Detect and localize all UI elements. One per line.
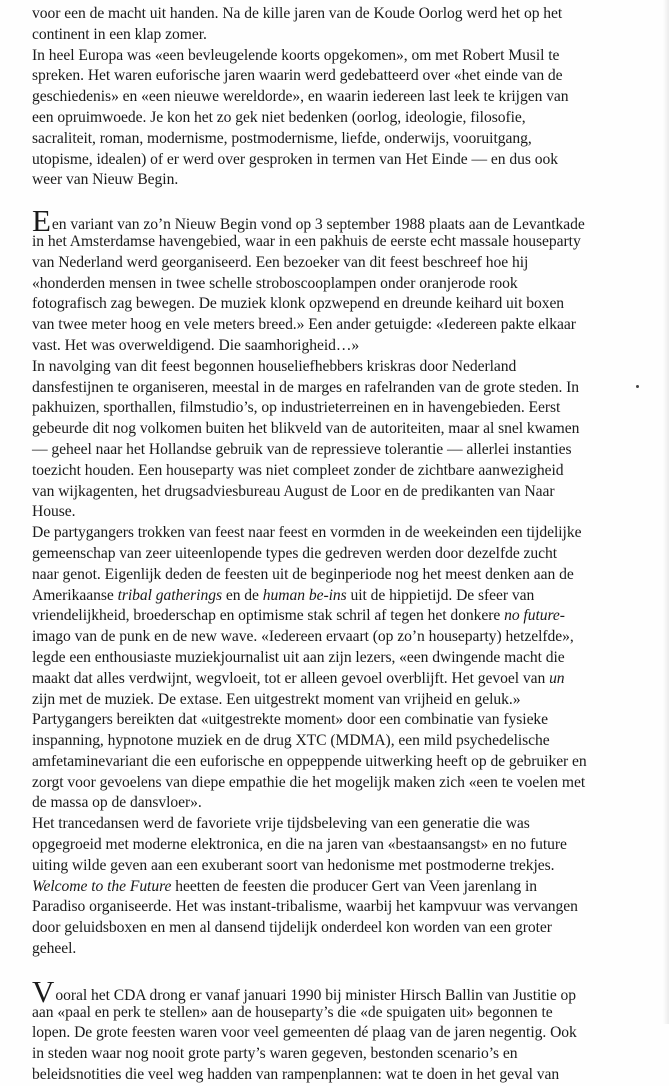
text-span: en variant van zo’n Nieuw Begin vond op 3 september 1988 plaats aan de Levantkade	[51, 216, 585, 234]
text-line: imago van de punk en de new wave. «Iedereen ervaart (op zo’n houseparty) hetzelfde»,	[32, 628, 574, 646]
text-line: in steden waar nog nooit grote party’s waren gegeven, bestonden scenario’s en	[32, 1045, 518, 1063]
text-line: een opruimwoede. Je kon het zo gek niet bedenken (oorlog, ideologie, filosofie,	[32, 108, 526, 126]
text-line: lopen. De grote feesten waren voor veel gemeenten dé plaag van de jaren negentig. Ook	[32, 1024, 577, 1042]
text-line: van Nederland werd georganiseerd. Een bezoeker van dit feest beschreef hoe hij	[32, 253, 529, 271]
text-line: In heel Europa was «een bevleugelende koorts opgekomen», om met Robert Musil te	[32, 46, 560, 64]
text-line: zijn met de muziek. De extase. Een uitgestrekt moment van vrijheid en geluk.»	[32, 690, 521, 708]
drop-cap: V	[32, 973, 55, 1009]
text-span: ooral het CDA drong er vanaf januari 1990 bij minister Hirsch Ballin van Justitie op	[55, 986, 577, 1004]
text-line: gebeurde dit nog volkomen buiten het blikveld van de autoriteiten, maar al snel kwamen	[32, 420, 580, 438]
text-line	[32, 973, 662, 1009]
text-line: toezicht houden. Een houseparty was niet compleet zonder de zichtbare aanwezigheid	[32, 461, 564, 479]
text-line: aan «paal en perk te stellen» aan de houseparty’s die «de spuigaten uit» begonnen te	[32, 1003, 553, 1021]
text-line: beleidsnotities die veel weg hadden van rampenplannen: wat te doen in het geval van	[32, 1066, 560, 1084]
text-line	[32, 203, 662, 239]
text-span: en de	[221, 586, 263, 604]
text-line	[32, 669, 662, 690]
text-line: voor een de macht uit handen. Na de kille jaren van de Koude Oorlog werd het op het	[32, 5, 563, 22]
text-line: House.	[32, 503, 76, 521]
text-line: «honderden mensen in twee schelle stroboscooplampen onder oranjerode rook	[32, 274, 518, 292]
section-spacer	[32, 191, 662, 211]
section-spacer	[32, 960, 662, 982]
italic-term: human be-ins	[262, 586, 347, 604]
text-line: door geluidsboxen en men al dansend tijdelijk onderdeel kon worden van een groter	[32, 919, 552, 937]
text-line: inspanning, hypnotone muziek en de drug XTC (MDMA), een mild psychedelische	[32, 732, 550, 750]
text-span: uit de hippietijd. De sfeer van	[346, 586, 535, 604]
text-line: In navolging van dit feest begonnen houseliefhebbers kriskras door Nederland	[32, 357, 517, 375]
text-span: heetten de feesten die producer Gert van Veen jarenlang in	[171, 877, 538, 895]
text-line: vast. Het was overweldigend. Die saamhorigheid…»	[32, 336, 360, 354]
text-line: spreken. Het waren euforische jaren waarin werd gedebatteerd over «het einde van de	[32, 67, 563, 85]
text-line: — geheel naar het Hollandse gebruik van de repressieve tolerantie — allerlei instanties	[32, 440, 572, 458]
scan-edge-shadow	[663, 0, 669, 1024]
text-line: de massa op de dansvloer».	[32, 794, 202, 812]
text-line: legde een enthousiaste muziekjournalist uit aan zijn lezers, «een dwingende macht die	[32, 648, 565, 666]
scan-speck	[636, 385, 639, 388]
italic-term: tribal gatherings	[117, 586, 222, 604]
text-line: continent in een klap zomer.	[32, 25, 207, 43]
text-line: van wijkagenten, het drugsadviesbureau August de Loor en de predikanten van Naar	[32, 482, 555, 500]
text-line: fotografisch zag bewegen. De muziek klonk opzwepend en dreunde keihard uit boxen	[32, 295, 565, 313]
text-line: geschiedenis» en «een nieuwe wereldorde», en waarin iedereen last leek te krijgen van	[32, 88, 569, 106]
text-line: weer van Nieuw Begin.	[32, 171, 179, 189]
text-line	[32, 877, 662, 898]
document-page	[32, 4, 662, 1086]
text-line: uiting wilde geven aan een exuberant soort van hedonisme met postmoderne trekjes.	[32, 856, 555, 874]
drop-cap: E	[32, 203, 51, 239]
italic-term: Welcome to the Future	[32, 877, 172, 895]
text-line: amfetaminevariant die een euforische en oppeppende uitwerking heeft op de gebruiker en	[32, 752, 587, 770]
text-line: opgegroeid met moderne elektronica, en die na jaren van «bestaansangst» en no future	[32, 836, 567, 854]
text-line: Partygangers bereikten dat «uitgestrekte moment» door een combinatie van fysieke	[32, 711, 549, 729]
text-line: Het trancedansen werd de favoriete vrije tijdsbeleving van een generatie die was	[32, 815, 530, 833]
text-line: naar genot. Eigenlijk deden de feesten uit de beginperiode nog het meest denken aan de	[32, 565, 574, 583]
paragraph-section-1	[32, 4, 662, 191]
text-line: van twee meter hoog en vele meters breed.» Een ander getuigde: «Iedereen pakte elkaar	[32, 316, 576, 334]
text-line: gemeenschap van zeer uiteenlopende types die gedreven werden door dezelfde zucht	[32, 544, 558, 562]
paragraph-section-2	[32, 203, 662, 960]
text-line	[32, 586, 662, 607]
text-line: dansfestijnen te organiseren, meestal in de marges en rafelranden van de grote steden. In	[32, 378, 580, 396]
paragraph-section-3	[32, 973, 662, 1086]
text-line: utopisme, idealen) of er werd over gesproken in termen van Het Einde — en dus ook	[32, 150, 558, 168]
text-line: Paradiso organiseerde. Het was instant-tribalisme, waarbij het kampvuur was vervangen	[32, 898, 578, 916]
text-line: zorgt voor gevoelens van diepe empathie die het mogelijk maken zich «een te voelen met	[32, 773, 586, 791]
text-span: vriendelijkheid, broederschap en optimisme stak schril af tegen het donkere	[32, 607, 505, 625]
text-line: pakhuizen, sporthallen, filmstudio’s, op industrieterreinen en in havengebieden. Eerst	[32, 399, 561, 417]
text-span: maakt dat alles verdwijnt, wegvloeit, tot er alleen gevoel overblijft. Het gevoel van	[32, 669, 546, 687]
text-span: Amerikaanse	[32, 586, 118, 604]
text-line: in het Amsterdamse havengebied, waar in een pakhuis de eerste echt massale houseparty	[32, 232, 581, 250]
text-line: geheel.	[32, 940, 77, 958]
text-line: sacraliteit, roman, modernisme, postmodernisme, liefde, onderwijs, vooruitgang,	[32, 129, 532, 147]
text-line	[32, 606, 662, 627]
text-line: De partygangers trokken van feest naar feest en vormden in de weekeinden een tijdelijke	[32, 524, 582, 542]
italic-term: no future-	[504, 607, 565, 625]
italic-term: un	[549, 669, 565, 687]
